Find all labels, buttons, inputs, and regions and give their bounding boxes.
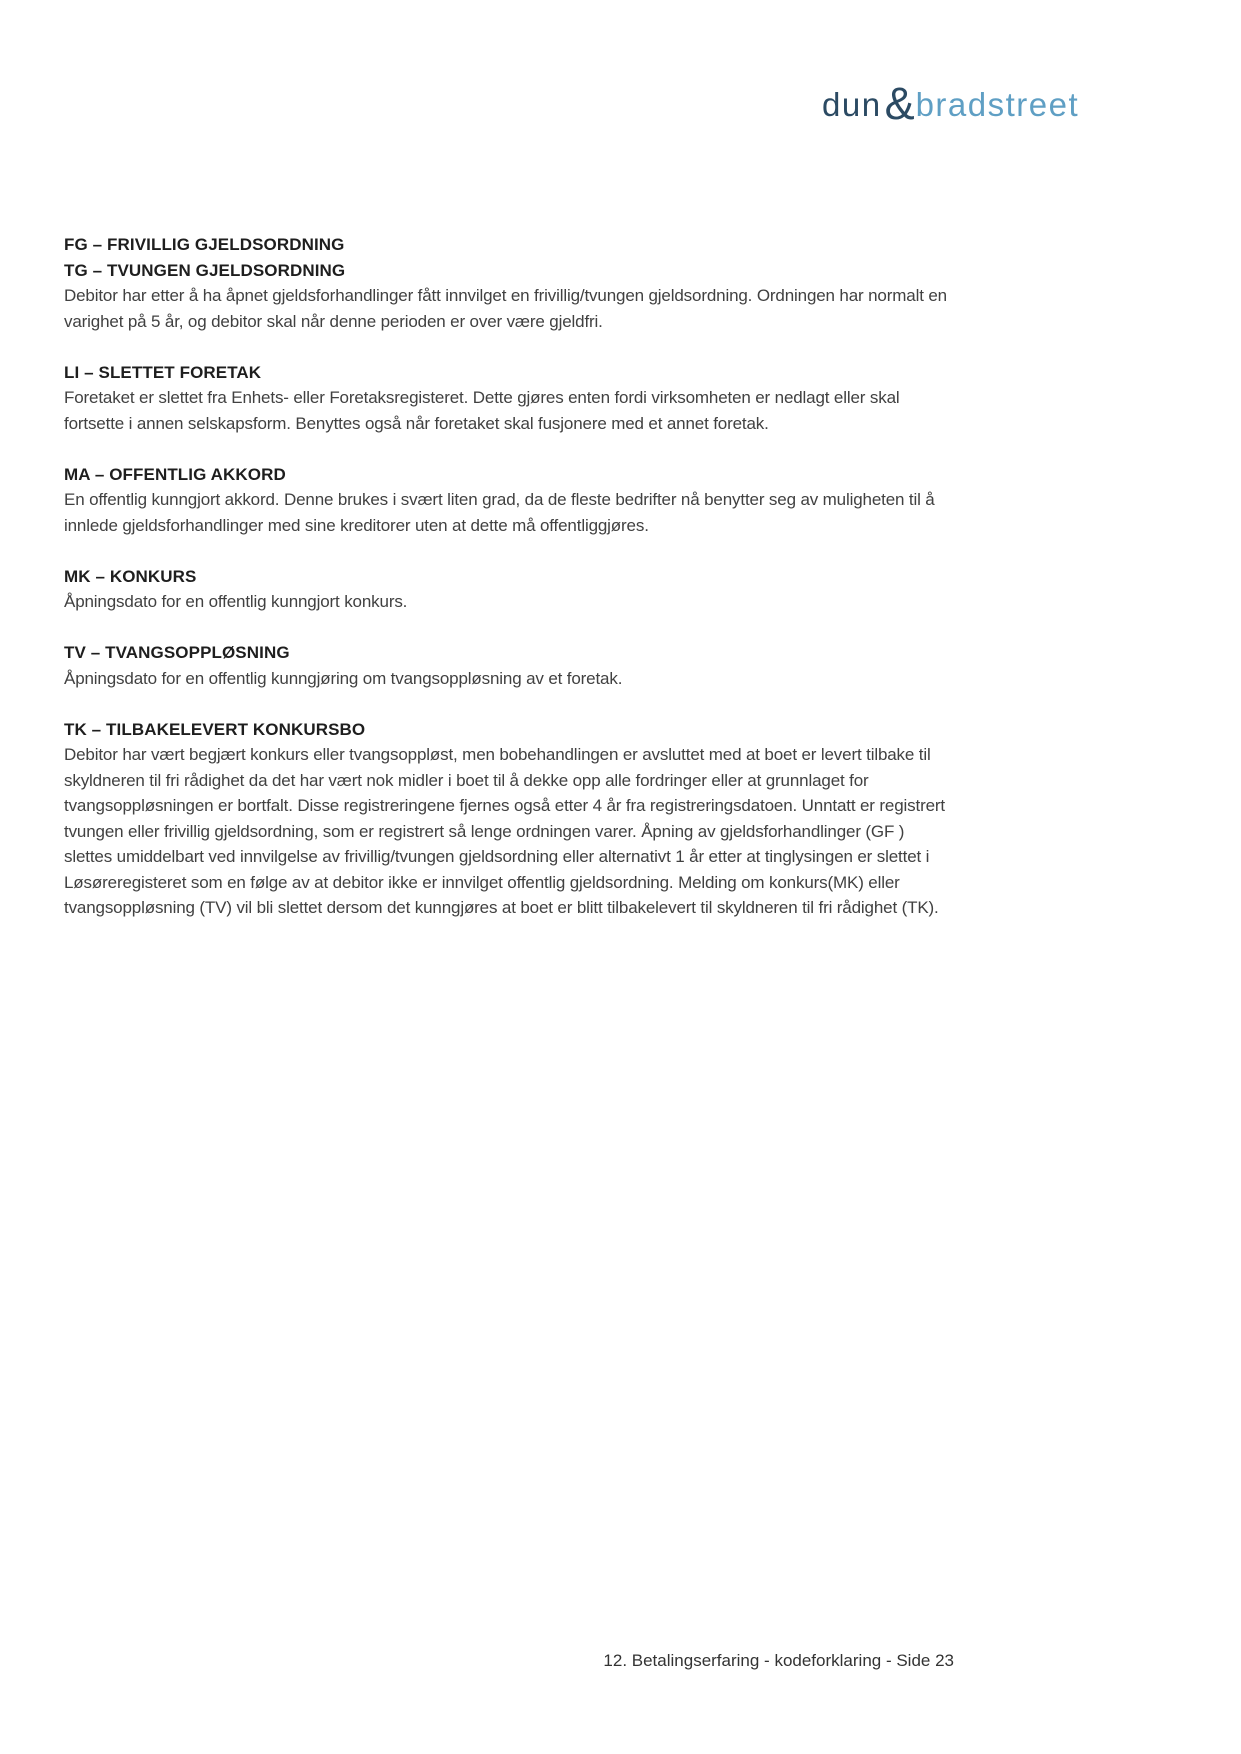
page-footer xyxy=(64,1648,954,1673)
section-heading: FG – FRIVILLIG GJELDSORDNING xyxy=(64,235,345,254)
section-mk xyxy=(64,564,954,615)
footer-page-label: 12. Betalingserfaring - kodeforklaring - Side 23 xyxy=(603,1651,954,1670)
section-tk xyxy=(64,717,954,921)
logo-text-bradstreet: bradstreet xyxy=(915,86,1080,123)
section-li xyxy=(64,360,954,437)
section-body: En offentlig kunngjort akkord. Denne brukes i svært liten grad, da de fleste bedrifter nå benytter seg av muligheten til å innlede gjeldsforhandlinger med sine kreditorer uten at dette må offentliggjøres. xyxy=(64,490,935,535)
section-heading: MK – KONKURS xyxy=(64,566,197,586)
section-body: Åpningsdato for en offentlig kunngjort konkurs. xyxy=(64,592,408,611)
section-heading: TK – TILBAKELEVERT KONKURSBO xyxy=(64,719,366,739)
document-body xyxy=(64,232,954,946)
section-body: Debitor har etter å ha åpnet gjeldsforhandlinger fått innvilget en frivillig/tvungen gjeldsordning. Ordningen har normalt en varighet på 5 år, og debitor skal når denne perioden er over være gjeldfri. xyxy=(64,286,947,331)
section-heading: LI – SLETTET FORETAK xyxy=(64,362,262,382)
section-fg-tg xyxy=(64,232,954,334)
section-tv xyxy=(64,640,954,691)
section-body: Åpningsdato for en offentlig kunngjøring om tvangsoppløsning av et foretak. xyxy=(64,668,623,688)
ampersand-logo-mark: & xyxy=(884,78,915,129)
section-body: Foretaket er slettet fra Enhets- eller Foretaksregisteret. Dette gjøres enten fordi virksomheten er nedlagt eller skal fortsette i annen selskapsform. Benyttes også når foretaket skal fusjonere med et annet foretak. xyxy=(64,388,900,433)
section-heading: TG – TVUNGEN GJELDSORDNING xyxy=(64,260,346,280)
section-body: Debitor har vært begjært konkurs eller tvangsoppløst, men bobehandlingen er avsluttet med at boet er levert tilbake til skyldneren til fri rådighet da det har vært nok midler i boet til å dekke opp alle fordringer eller at grunnlaget for tvangsoppløsningen er bortfalt. Disse registreringene fjernes også etter 4 år fra registreringsdatoen. Unntatt er registrert tvungen eller frivillig gjeldsordning, som er registrert så lenge ordningen varer. Åpning av gjeldsforhandlinger (GF ) slettes umiddelbart ved innvilgelse av frivillig/tvungen gjeldsordning eller alternativt 1 år etter at tinglysingen er slettet i Løsøreregisteret som en følge av at debitor ikke er innvilget offentlig gjeldsordning. Melding om konkurs(MK) eller tvangsoppløsning (TV) vil bli slettet dersom det kunngjøres at boet er blitt tilbakelevert til skyldneren til fri rådighet (TK). xyxy=(64,745,945,917)
logo-text-dun: dun xyxy=(822,86,882,123)
section-heading: MA – OFFENTLIG AKKORD xyxy=(64,464,286,484)
section-ma xyxy=(64,462,954,539)
dun-bradstreet-logo xyxy=(822,78,1080,129)
section-heading: TV – TVANGSOPPLØSNING xyxy=(64,643,290,662)
